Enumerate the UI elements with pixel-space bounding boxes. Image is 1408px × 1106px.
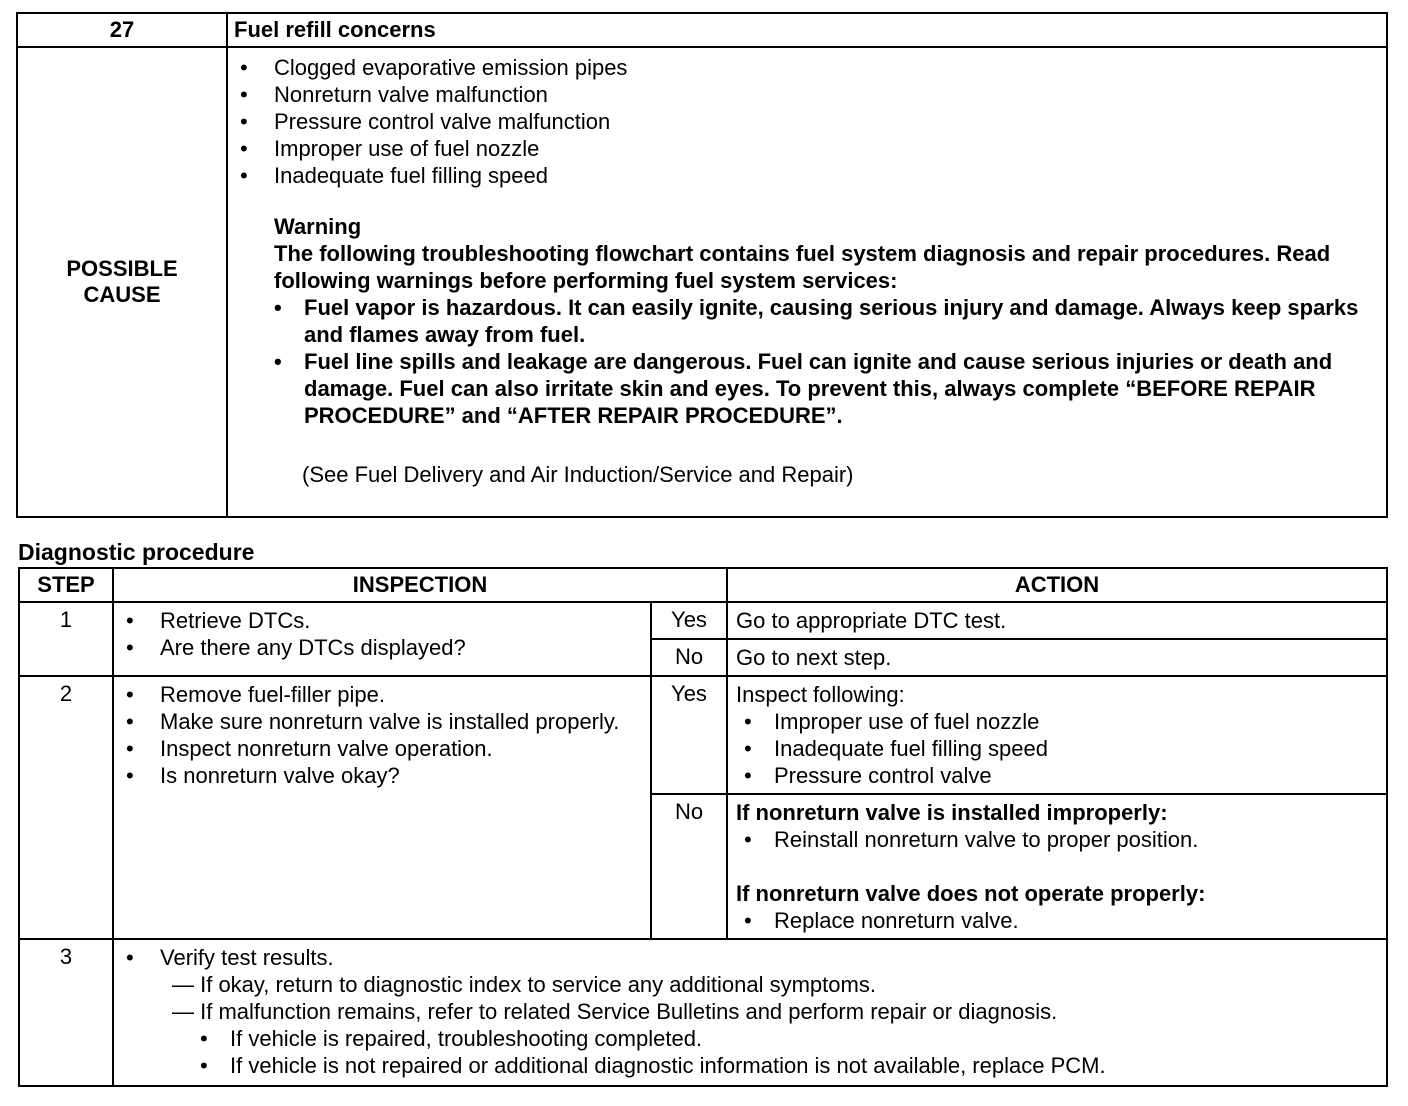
warning-block <box>274 213 1376 429</box>
header-step: STEP <box>19 568 113 602</box>
no-action <box>727 794 1387 939</box>
no-label: No <box>651 794 727 939</box>
diagnostic-header-row <box>19 568 1387 602</box>
action-item: • Replace nonreturn valve. <box>744 907 1378 934</box>
inspection-item: • Is nonreturn valve okay? <box>126 762 642 789</box>
table-row <box>19 676 1387 794</box>
possible-cause-label <box>17 47 227 517</box>
cause-item: • Pressure control valve malfunction <box>240 108 1376 135</box>
yes-action: Go to appropriate DTC test. <box>727 602 1387 639</box>
warning-heading: Warning <box>274 214 362 239</box>
inspection-item: • Remove fuel-filler pipe. <box>126 681 642 708</box>
yes-action <box>727 676 1387 794</box>
step-inspection <box>113 676 651 939</box>
sub-item: • If vehicle is not repaired or additional diagnostic information is not available, replace PCM. <box>200 1052 1378 1079</box>
action-item: • Pressure control valve <box>744 762 1378 789</box>
diagnostic-table <box>18 567 1388 1087</box>
yes-label: Yes <box>651 602 727 639</box>
table-row <box>19 602 1387 639</box>
inspection-item: • Inspect nonreturn valve operation. <box>126 735 642 762</box>
action-item: • Improper use of fuel nozzle <box>744 708 1378 735</box>
header-inspection: INSPECTION <box>113 568 727 602</box>
inspection-item: • Verify test results. <box>126 944 1378 971</box>
no-action-condition-2: If nonreturn valve does not operate properly: <box>736 881 1206 906</box>
inspection-item: • Retrieve DTCs. <box>126 607 642 634</box>
step-inspection <box>113 939 1387 1086</box>
possible-cause-label-line-2: CAUSE <box>83 282 161 307</box>
result-malfunction: — If malfunction remains, refer to related Service Bulletins and perform repair or diagnosis. <box>172 999 1058 1024</box>
concern-table <box>16 12 1388 518</box>
concern-number: 27 <box>17 13 227 47</box>
step-number: 3 <box>19 939 113 1086</box>
warning-item: • Fuel line spills and leakage are dangerous. Fuel can ignite and cause serious injuries or death and damage. Fuel can also irritate skin and eyes. To prevent this, always complete “BEFORE REPAIR PROCEDURE” and “AFTER REPAIR PROCEDURE”. <box>274 348 1376 429</box>
action-item: • Reinstall nonreturn valve to proper position. <box>744 826 1378 853</box>
yes-label: Yes <box>651 676 727 794</box>
sub-item: • If vehicle is repaired, troubleshooting completed. <box>200 1025 1378 1052</box>
diagnostic-procedure-title: Diagnostic procedure <box>18 539 255 565</box>
step-number: 2 <box>19 676 113 939</box>
cause-item: • Nonreturn valve malfunction <box>240 81 1376 108</box>
no-action: Go to next step. <box>727 639 1387 676</box>
see-also-reference: (See Fuel Delivery and Air Induction/Service and Repair) <box>302 462 854 487</box>
inspection-item: • Are there any DTCs displayed? <box>126 634 642 661</box>
concern-title: Fuel refill concerns <box>227 13 1387 47</box>
header-action: ACTION <box>727 568 1387 602</box>
yes-action-title: Inspect following: <box>736 682 905 707</box>
possible-cause-content <box>227 47 1387 517</box>
inspection-item: • Make sure nonreturn valve is installed properly. <box>126 708 642 735</box>
warning-list <box>274 294 1376 429</box>
step-inspection <box>113 602 651 676</box>
cause-list <box>240 54 1376 189</box>
cause-item: • Clogged evaporative emission pipes <box>240 54 1376 81</box>
cause-item: • Improper use of fuel nozzle <box>240 135 1376 162</box>
possible-cause-label-line-1: POSSIBLE <box>66 256 178 281</box>
step-number: 1 <box>19 602 113 676</box>
no-action-condition-1: If nonreturn valve is installed improperly: <box>736 800 1168 825</box>
table-row <box>19 939 1387 1086</box>
warning-item: • Fuel vapor is hazardous. It can easily ignite, causing serious injury and damage. Always keep sparks and flames away from fuel. <box>274 294 1376 348</box>
action-item: • Inadequate fuel filling speed <box>744 735 1378 762</box>
no-label: No <box>651 639 727 676</box>
warning-intro: The following troubleshooting flowchart contains fuel system diagnosis and repair procedures. Read following warnings before performing fuel system services: <box>274 241 1331 293</box>
result-okay: — If okay, return to diagnostic index to service any additional symptoms. <box>172 972 876 997</box>
cause-item: • Inadequate fuel filling speed <box>240 162 1376 189</box>
